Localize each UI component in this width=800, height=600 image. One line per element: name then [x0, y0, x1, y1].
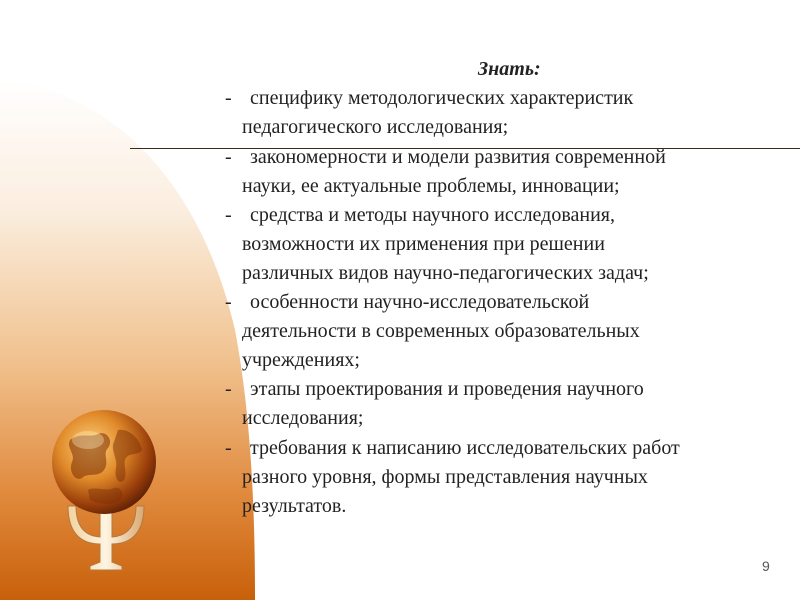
list-dash: - — [225, 291, 232, 313]
page-number: 9 — [762, 558, 770, 574]
list-item-line: науки, ее актуальные проблемы, инновации; — [242, 175, 620, 197]
list-item-line: закономерности и модели развития современной — [250, 146, 666, 168]
list-item-line: средства и методы научного исследования, — [250, 204, 616, 226]
list-dash: - — [225, 146, 232, 168]
list-item — [225, 84, 785, 142]
list-item-line: разного уровня, формы представления научных — [242, 466, 648, 488]
list-item-line: исследования; — [242, 407, 364, 429]
list-dash: - — [225, 378, 232, 400]
list-item — [225, 201, 785, 288]
heading: Знать: — [478, 58, 541, 80]
list-item-line: различных видов научно-педагогических задач; — [242, 262, 649, 284]
list-item — [225, 375, 785, 433]
list-item-line: специфику методологических характеристик — [250, 87, 634, 109]
list-item-line: учреждениях; — [242, 349, 360, 371]
list-item-line: возможности их применения при решении — [242, 233, 605, 255]
list-item — [225, 143, 785, 201]
list-item — [225, 434, 785, 521]
list-item-line: требования к написанию исследовательских работ — [250, 437, 680, 459]
list-item-line: этапы проектирования и проведения научного — [250, 378, 644, 400]
list-item-line: педагогического исследования; — [242, 116, 509, 138]
list-dash: - — [225, 87, 232, 109]
list-item-line: деятельности в современных образовательных — [242, 320, 640, 342]
list-item-line: результатов. — [242, 495, 347, 517]
list-item-line: особенности научно-исследовательской — [250, 291, 590, 313]
globe-psi-icon — [48, 410, 163, 575]
list-dash: - — [225, 437, 232, 459]
list-dash: - — [225, 204, 232, 226]
list-item — [225, 288, 785, 375]
